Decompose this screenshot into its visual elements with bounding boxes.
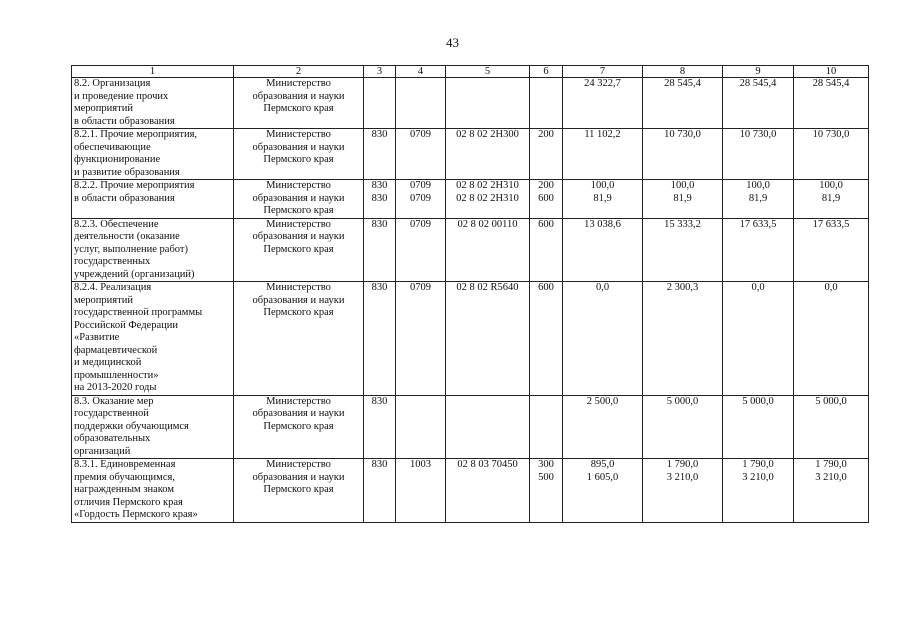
amount-col9-cell [723,282,794,396]
cell-line [448,396,527,409]
cell-line: Министерство [266,78,331,89]
cell-line: 2 300,3 [666,282,699,293]
cell-line: 0709 [410,218,431,230]
cell-line: 02 8 02 00110 [457,218,518,230]
cell-line: 830 [371,218,388,230]
section-code-cell [396,129,446,180]
cell-line: 830 [371,459,388,470]
section-code-cell [396,180,446,219]
budget-table [71,65,869,523]
grbs-cell [364,459,396,523]
table-row [72,78,869,129]
amount-col7-cell [563,459,643,523]
cell-line [532,396,560,409]
cell-line: образования и науки [252,90,345,102]
cell-line: услуг, выполнение работ) [74,243,189,255]
cell-line: образования и науки [252,231,345,242]
amount-col7-cell [563,78,643,129]
cell-line: 0,0 [824,282,838,293]
cell-line: Министерство [266,180,331,191]
cell-line: 0709 [410,180,431,191]
column-number-header: 7 [563,66,643,78]
cell-line: фармацевтической [74,344,158,356]
cell-line: 81,9 [673,192,692,204]
cell-line: 3 210,0 [742,471,774,483]
cell-line: «Гордость Пермского края» [74,509,198,520]
executor-cell [234,282,364,396]
executor-cell [234,129,364,180]
table-row [72,459,869,523]
cell-line: 1003 [410,459,431,470]
amount-col9-cell [723,395,794,459]
cell-line: 0709 [410,192,431,204]
page-number: 43 [446,35,459,50]
column-number-header: 9 [723,66,794,78]
cell-line: 17 633,5 [812,218,850,230]
cell-line: 0,0 [751,282,765,293]
amount-col10-cell [794,218,869,282]
column-number-header: 10 [794,66,869,78]
cell-line: 28 545,4 [739,78,777,89]
cell-line: образования и науки [252,141,345,153]
cell-line: Пермского края [263,420,334,432]
cell-line: и развитие образования [74,166,180,178]
cell-line: 10 730,0 [739,129,777,140]
cell-line: 1 790,0 [815,459,847,470]
target-article-cell [446,129,530,180]
amount-col10-cell [794,395,869,459]
amount-col9-cell [723,78,794,129]
cell-line: образования и науки [252,408,345,419]
grbs-cell [364,180,396,219]
amount-col10-cell [794,78,869,129]
target-article-cell [446,395,530,459]
cell-line: 81,9 [821,192,841,204]
target-article-cell [446,459,530,523]
measure-name-cell [72,78,234,129]
cell-line: 11 102,2 [584,129,621,140]
cell-line: 02 8 02 2Н300 [456,129,519,140]
table-row [72,180,869,219]
section-code-cell [396,459,446,523]
cell-line: образовательных [74,433,151,444]
amount-col8-cell [643,78,723,129]
cell-line: обеспечивающие [74,141,151,153]
cell-line: 8.2.2. Прочие мероприятия [74,180,195,191]
target-article-cell [446,180,530,219]
cell-line: и медицинской [74,357,142,368]
cell-line: Пермского края [263,243,334,255]
grbs-cell [364,129,396,180]
cell-line: 830 [371,395,388,407]
cell-line: 8.3.1. Единовременная [74,459,176,470]
section-code-cell [396,395,446,459]
expense-type-cell [530,180,563,219]
cell-line: 600 [538,192,554,204]
column-number-header: 4 [396,66,446,78]
cell-line: Пермского края [263,103,334,114]
cell-line: отличия Пермского края [74,496,183,508]
cell-line: образования и науки [252,192,345,204]
amount-col7-cell [563,282,643,396]
cell-line: 0709 [410,129,431,140]
cell-line: 200 [538,180,554,191]
cell-line: 8.2. Организация [74,78,151,89]
amount-col10-cell [794,129,869,180]
cell-line: образования и науки [252,294,345,306]
cell-line: на 2013-2020 годы [74,382,157,393]
cell-line: 3 210,0 [815,471,847,483]
cell-line: 600 [538,282,554,293]
measure-name-cell [72,282,234,396]
cell-line: премия обучающимся, [74,471,175,483]
amount-col9-cell [723,459,794,523]
cell-line: функционирование [74,154,161,165]
expense-type-cell [530,459,563,523]
expense-type-cell [530,129,563,180]
cell-line: 10 730,0 [664,129,701,140]
cell-line: 2 500,0 [586,395,619,407]
section-code-cell [396,282,446,396]
cell-line: государственных [74,256,151,267]
cell-line: «Развитие [74,332,120,343]
cell-line: 8.3. Оказание мер [74,395,154,407]
cell-line: 81,9 [593,192,612,204]
column-number-header: 2 [234,66,364,78]
amount-col8-cell [643,218,723,282]
section-code-cell [396,218,446,282]
cell-line [366,78,393,91]
cell-line: 02 8 02 R5640 [456,282,519,293]
cell-line: 02 8 02 2Н310 [456,180,519,191]
amount-col7-cell [563,395,643,459]
amount-col9-cell [723,218,794,282]
cell-line: Министерство [266,459,331,470]
grbs-cell [364,395,396,459]
amount-col10-cell [794,282,869,396]
grbs-cell [364,218,396,282]
column-number-header: 6 [530,66,563,78]
measure-name-cell [72,129,234,180]
cell-line: промышленности» [74,369,159,381]
executor-cell [234,218,364,282]
executor-cell [234,395,364,459]
cell-line: в области образования [74,192,175,204]
expense-type-cell [530,395,563,459]
cell-line [398,396,443,409]
cell-line: 02 8 02 2Н310 [456,192,519,204]
column-number-header: 3 [364,66,396,78]
target-article-cell [446,78,530,129]
cell-line: в области образования [74,115,175,127]
cell-line: 100,0 [590,180,615,191]
target-article-cell [446,218,530,282]
cell-line: образования и науки [252,471,345,483]
cell-line: 15 333,2 [664,218,701,230]
cell-line: 830 [371,192,388,204]
cell-line: 13 038,6 [584,218,621,230]
cell-line: 3 210,0 [666,471,699,483]
cell-line: Министерство [266,282,331,293]
expense-type-cell [530,282,563,396]
expense-type-cell [530,218,563,282]
cell-line: мероприятий [74,103,133,114]
amount-col8-cell [643,395,723,459]
cell-line: 0,0 [595,282,610,293]
cell-line: 28 545,4 [664,78,701,89]
cell-line: 24 322,7 [584,78,621,89]
cell-line: 81,9 [748,192,768,204]
cell-line: 100,0 [746,180,770,191]
cell-line: 830 [371,282,388,293]
grbs-cell [364,282,396,396]
cell-line: 8.2.1. Прочие мероприятия, [74,129,198,140]
target-article-cell [446,282,530,396]
amount-col7-cell [563,218,643,282]
table-row [72,218,869,282]
table-row [72,395,869,459]
executor-cell [234,78,364,129]
cell-line: 830 [371,129,388,140]
cell-line: мероприятий [74,294,133,306]
amount-col8-cell [643,129,723,180]
executor-cell [234,180,364,219]
amount-col8-cell [643,282,723,396]
measure-name-cell [72,218,234,282]
table-row [72,129,869,180]
table-header-row [72,66,869,78]
table-row [72,282,869,396]
grbs-cell [364,78,396,129]
amount-col10-cell [794,459,869,523]
column-number-header: 5 [446,66,530,78]
cell-line: 5 000,0 [742,395,774,407]
cell-line: 500 [538,471,554,483]
cell-line: 0709 [410,282,431,293]
cell-line: 1 605,0 [586,471,619,483]
cell-line: 895,0 [590,459,615,470]
cell-line: поддержки обучающимся [74,420,189,432]
cell-line: награжденным знаком [74,484,175,495]
cell-line: организаций [74,445,131,457]
cell-line: 17 633,5 [739,218,777,230]
amount-col8-cell [643,459,723,523]
amount-col7-cell [563,180,643,219]
cell-line: 02 8 03 70450 [457,459,518,470]
cell-line: 200 [538,129,554,140]
cell-line: 1 790,0 [666,459,699,470]
cell-line: Министерство [266,395,331,407]
cell-line [532,78,560,91]
cell-line: 8.2.3. Обеспечение [74,218,159,230]
cell-line: 830 [371,180,388,191]
cell-line: и проведение прочих [74,90,169,102]
column-number-header: 1 [72,66,234,78]
cell-line: 28 545,4 [812,78,850,89]
cell-line: 100,0 [819,180,843,191]
expense-type-cell [530,78,563,129]
cell-line: Российской Федерации [74,319,178,331]
cell-line: 5 000,0 [815,395,847,407]
measure-name-cell [72,395,234,459]
amount-col9-cell [723,129,794,180]
measure-name-cell [72,459,234,523]
amount-col8-cell [643,180,723,219]
cell-line: 100,0 [670,180,695,191]
cell-line: государственной программы [74,307,203,318]
cell-line [398,78,443,91]
cell-line: 1 790,0 [742,459,774,470]
cell-line: Министерство [266,129,331,140]
cell-line: 8.2.4. Реализация [74,282,152,293]
executor-cell [234,459,364,523]
amount-col9-cell [723,180,794,219]
cell-line: учреждений (организаций) [74,268,195,280]
measure-name-cell [72,180,234,219]
amount-col7-cell [563,129,643,180]
cell-line: государственной [74,408,149,419]
amount-col10-cell [794,180,869,219]
cell-line [448,78,527,91]
cell-line: Министерство [266,218,331,230]
cell-line: деятельности (оказание [74,231,180,242]
column-number-header: 8 [643,66,723,78]
cell-line: 600 [538,218,554,230]
cell-line: Пермского края [263,307,334,318]
cell-line: 10 730,0 [812,129,850,140]
cell-line: 5 000,0 [666,395,699,407]
cell-line: Пермского края [263,154,334,165]
cell-line: 300 [538,459,554,470]
cell-line: Пермского края [263,484,334,495]
section-code-cell [396,78,446,129]
cell-line: Пермского края [263,205,334,216]
